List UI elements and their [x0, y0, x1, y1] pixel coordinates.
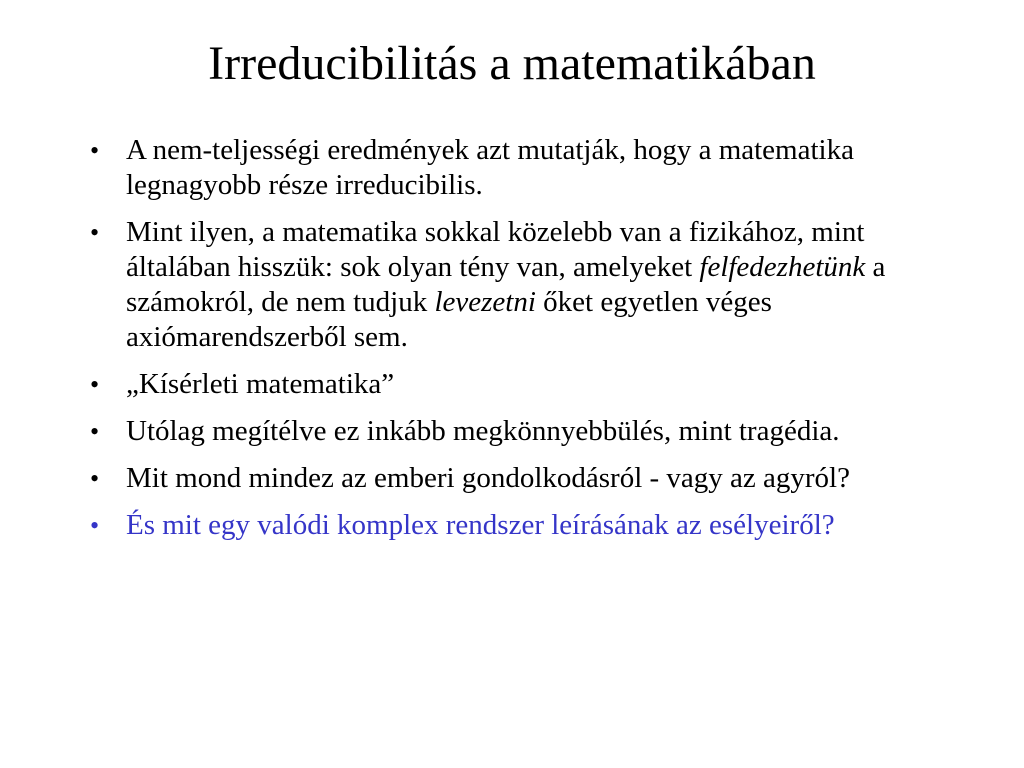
- emphasized-text: levezetni: [434, 286, 536, 318]
- bullet-marker: •: [90, 218, 100, 247]
- bullet-text: [126, 216, 885, 353]
- bullet-text-segment: őket egyetlen véges axiómarendszerből sem.: [126, 286, 772, 353]
- bullet-marker: •: [90, 136, 100, 165]
- slide-title: Irreducibilitás a matematikában: [208, 37, 816, 90]
- bullet-item: [90, 461, 950, 496]
- bullet-text: „Kísérleti matematika”: [126, 368, 395, 400]
- bullet-item: [90, 367, 950, 402]
- bullet-marker: •: [90, 511, 100, 540]
- bullet-item: [90, 215, 950, 355]
- bullet-text: Utólag megítélve ez inkább megkönnyebbülés, mint tragédia.: [126, 415, 840, 447]
- bullet-text: És mit egy valódi komplex rendszer leírásának az esélyeiről?: [126, 509, 835, 541]
- bullet-text: A nem-teljességi eredmények azt mutatják, hogy a matematika legnagyobb része irreducibilis.: [126, 134, 854, 201]
- bullet-marker: •: [90, 464, 100, 493]
- bullet-text-segment: a számokról, de nem tudjuk: [126, 251, 886, 318]
- bullet-text-segment: Mint ilyen, a matematika sokkal közelebb van a fizikához, mint általában hisszük: sok olyan tény van, amelyeket: [126, 216, 865, 283]
- bullet-text: Mit mond mindez az emberi gondolkodásról - vagy az agyról?: [126, 462, 850, 494]
- bullet-list: [90, 133, 950, 555]
- bullet-item-highlighted: [90, 508, 950, 543]
- emphasized-text: felfedezhetünk: [699, 251, 866, 283]
- bullet-item: [90, 133, 950, 203]
- bullet-marker: •: [90, 417, 100, 446]
- bullet-item: [90, 414, 950, 449]
- bullet-marker: •: [90, 370, 100, 399]
